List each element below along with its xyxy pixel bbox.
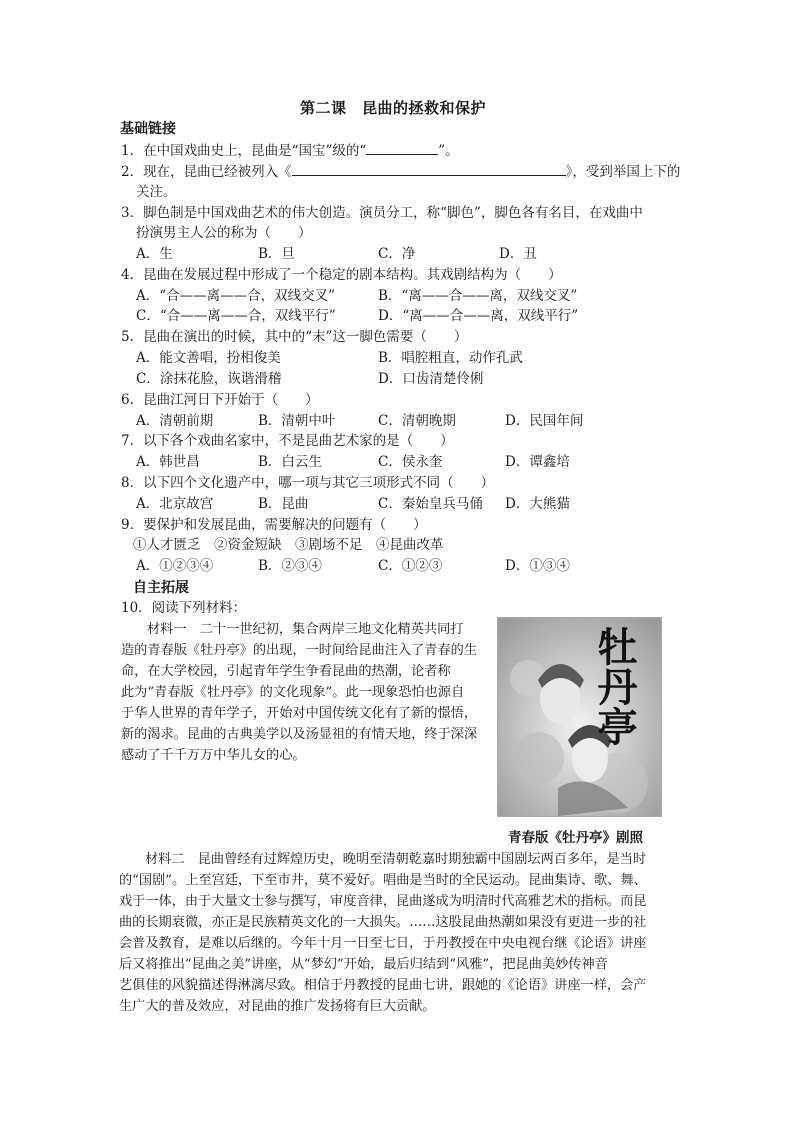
question-9-option-c: C．①②③	[378, 558, 443, 574]
question-5-option-c: C．涂抹花脸，诙谐滑稽	[136, 371, 282, 387]
question-5-stem: 5．昆曲在演出的时候，其中的“末”这一脚色需要（ ）	[121, 329, 468, 345]
question-3-option-d: D．丑	[499, 246, 537, 262]
material-one-line: 新的渴求。昆曲的古典美学以及汤显祖的有情天地，终于深深	[121, 727, 478, 742]
question-7-option-b: B．白云生	[258, 454, 322, 470]
question-7-option-c: C．侯永奎	[378, 454, 443, 470]
question-4-option-c: C．“合——离——合，双线平行”	[136, 308, 336, 324]
question-5-option-a: A．能文善唱，扮相俊美	[136, 350, 281, 366]
question-9-items: ①人才匮乏 ②资金短缺 ③剧场不足 ④昆曲改革	[133, 537, 444, 553]
question-1-end: ”。	[438, 143, 459, 159]
question-3-option-b: B．旦	[258, 246, 295, 262]
page-title: 第二课 昆曲的拯救和保护	[300, 99, 487, 117]
question-3-option-a: A．生	[136, 246, 173, 262]
question-8-option-d: D．大熊猫	[505, 496, 570, 512]
material-two-line: 材料二 昆曲曾经有过辉煌历史，晚明至清朝乾嘉时期独霸中国剧坛两百多年，是当时	[145, 852, 647, 867]
question-4-option-a: A．“合——离——合，双线交叉”	[136, 288, 336, 304]
question-10-stem: 10．阅读下列材料：	[121, 600, 247, 616]
section-basic-heading: 基础链接	[120, 121, 176, 137]
question-5-option-d: D．口齿清楚伶俐	[378, 371, 484, 387]
question-6-option-b: B．清朝中叶	[258, 413, 336, 429]
question-9-option-a: A．①②③④	[136, 558, 214, 574]
material-two-line: 戏于一体，由于大量文士参与撰写，审度音律，昆曲遂成为明清时代高雅艺术的指标。而昆	[119, 894, 647, 909]
section-extend-heading: 自主拓展	[133, 580, 189, 596]
question-1-blank	[366, 140, 438, 155]
question-1-text: 1．在中国戏曲史上，昆曲是“国宝”级的“	[121, 143, 367, 159]
peony-pavilion-poster-image	[497, 617, 662, 817]
question-6-option-c: C．清朝晚期	[378, 413, 456, 429]
material-two-line: 后又将推出“昆曲之美”讲座，从“梦幻”开始，最后归结到“风雅”，把昆曲美妙传神音	[119, 957, 608, 972]
question-9-option-d: D．①③④	[505, 558, 570, 574]
poster-title: 牡丹亭	[591, 626, 638, 746]
material-two-line: 的“国剧”。上至宫廷，下至市井，莫不爱好。唱曲是当时的全民运动。昆曲集诗、歌、舞、	[119, 873, 647, 888]
question-6-stem: 6．昆曲江河日下开始于（ ）	[121, 392, 319, 408]
question-6-option-a: A．清朝前期	[136, 413, 214, 429]
question-7-option-a: A．韩世昌	[136, 454, 200, 470]
question-8-option-c: C．秦始皇兵马俑	[378, 496, 483, 512]
question-7-stem: 7．以下各个戏曲名家中，不是昆曲艺术家的是（ ）	[121, 433, 454, 449]
material-two-line: 生广大的普及效应，对昆曲的推广发扬将有巨大贡献。	[119, 999, 436, 1014]
question-2	[121, 161, 680, 182]
question-4-stem: 4．昆曲在发展过程中形成了一个稳定的剧本结构。其戏剧结构为（ ）	[121, 267, 562, 283]
material-one-line: 此为“青春版《牡丹亭》的文化现象”。此一现象恐怕也源自	[121, 685, 465, 700]
material-one-line: 感动了千千万万中华儿女的心。	[121, 748, 306, 763]
question-9-stem: 9．要保护和发展昆曲，需要解决的问题有（ ）	[121, 517, 427, 533]
material-one-line: 于华人世界的青年学子，开始对中国传统文化有了新的憬悟，	[121, 706, 478, 721]
poster-caption: 青春版《牡丹亭》剧照	[508, 830, 643, 846]
material-one-line: 造的青春版《牡丹亭》的出现，一时间给昆曲注入了青春的生	[121, 643, 478, 658]
question-2-blank	[292, 161, 566, 176]
material-one	[121, 619, 489, 766]
question-9-option-b: B．②③④	[258, 558, 322, 574]
material-one-line: 材料一 二十一世纪初，集合两岸三地文化精英共同打	[147, 622, 464, 637]
material-two-line: 艺俱佳的风貌描述得淋漓尽致。相信于丹教授的昆曲七讲，跟她的《论语》讲座一样，会产	[119, 978, 647, 993]
question-5-option-b: B．唱腔粗直，动作孔武	[378, 350, 523, 366]
question-4-option-b: B．“离——合——离，双线交叉”	[378, 288, 578, 304]
question-3-line2: 扮演男主人公的称为（ ）	[136, 225, 312, 241]
question-8-option-b: B．昆曲	[258, 496, 309, 512]
question-2-end: 》，受到举国上下的	[565, 164, 681, 180]
material-one-line: 命，在大学校园，引起青年学生争看昆曲的热潮，论者称	[121, 664, 451, 679]
question-2-line2: 关注。	[136, 184, 177, 200]
question-1	[121, 140, 459, 161]
material-two	[119, 849, 675, 1017]
question-7-option-d: D．谭鑫培	[505, 454, 570, 470]
question-6-option-d: D．民国年间	[505, 413, 584, 429]
material-two-line: 会普及教育，是难以后继的。今年十月一日至七日，于丹教授在中央电视台继《论语》讲座	[119, 936, 647, 951]
material-two-line: 曲的长期衰微，亦正是民族精英文化的一大损失。……这股昆曲热潮如果没有更进一步的社	[119, 915, 647, 930]
question-2-text: 2．现在，昆曲已经被列入《	[121, 164, 292, 180]
question-3-option-c: C．净	[378, 246, 416, 262]
question-4-option-d: D．“离——合——离，双线平行”	[378, 308, 579, 324]
question-8-stem: 8．以下四个文化遗产中，哪一项与其它三项形式不同（ ）	[121, 475, 495, 491]
question-3-line1: 3．脚色制是中国戏曲艺术的伟大创造。演员分工，称“脚色”，脚色各有名目，在戏曲中	[121, 205, 643, 221]
question-8-option-a: A．北京故宫	[136, 496, 214, 512]
